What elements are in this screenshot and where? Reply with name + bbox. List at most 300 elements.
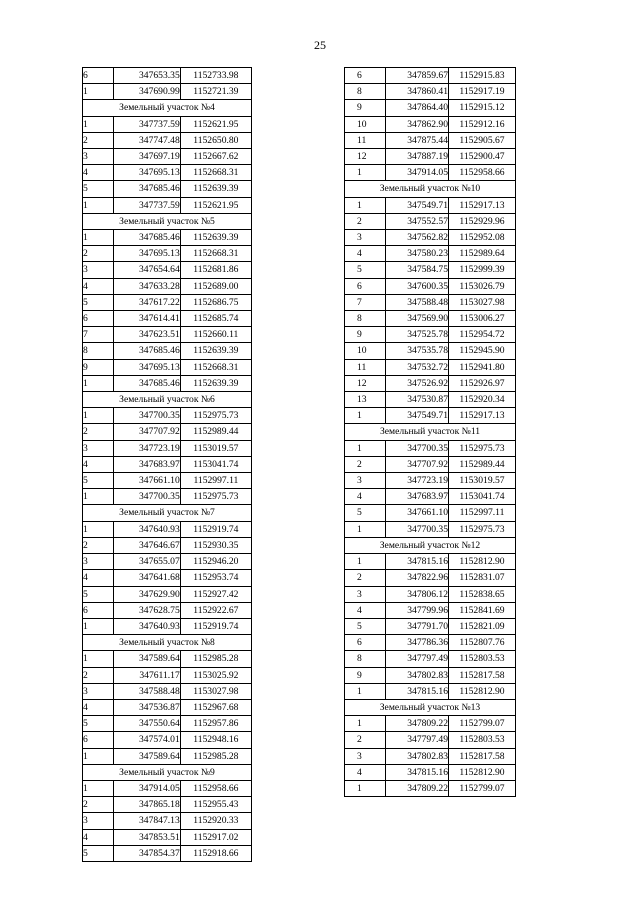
table-row <box>83 165 252 181</box>
x-coordinate: 347661.10 <box>113 473 180 489</box>
point-number: 4 <box>83 165 114 181</box>
table-row <box>345 473 516 489</box>
y-coordinate: 1152733.98 <box>180 68 251 84</box>
y-coordinate: 1152841.69 <box>449 602 516 618</box>
table-row <box>345 651 516 667</box>
table-row <box>83 537 252 553</box>
x-coordinate: 347562.82 <box>386 230 449 246</box>
point-number: 5 <box>83 473 114 489</box>
x-coordinate: 347589.64 <box>113 748 180 764</box>
y-coordinate: 1153019.57 <box>449 473 516 489</box>
y-coordinate: 1152985.28 <box>180 651 251 667</box>
point-number: 9 <box>345 100 386 116</box>
plot-header: Земельный участок №7 <box>83 505 252 521</box>
y-coordinate: 1152975.73 <box>180 489 251 505</box>
y-coordinate: 1152948.16 <box>180 732 251 748</box>
plot-header-row <box>83 764 252 780</box>
table-row <box>83 651 252 667</box>
x-coordinate: 347655.07 <box>113 554 180 570</box>
point-number: 4 <box>83 699 114 715</box>
x-coordinate: 347536.87 <box>113 699 180 715</box>
x-coordinate: 347799.96 <box>386 602 449 618</box>
x-coordinate: 347588.48 <box>113 683 180 699</box>
y-coordinate: 1152817.58 <box>449 748 516 764</box>
x-coordinate: 347815.16 <box>386 683 449 699</box>
y-coordinate: 1152668.31 <box>180 246 251 262</box>
x-coordinate: 347700.35 <box>113 408 180 424</box>
x-coordinate: 347700.35 <box>113 489 180 505</box>
y-coordinate: 1152926.97 <box>449 375 516 391</box>
table-row <box>83 797 252 813</box>
table-row <box>83 489 252 505</box>
y-coordinate: 1152920.33 <box>180 813 251 829</box>
x-coordinate: 347653.35 <box>113 68 180 84</box>
x-coordinate: 347875.44 <box>386 132 449 148</box>
point-number: 2 <box>83 797 114 813</box>
point-number: 4 <box>345 246 386 262</box>
y-coordinate: 1152639.39 <box>180 343 251 359</box>
point-number: 2 <box>83 424 114 440</box>
y-coordinate: 1152920.34 <box>449 392 516 408</box>
y-coordinate: 1152838.65 <box>449 586 516 602</box>
x-coordinate: 347860.41 <box>386 84 449 100</box>
table-row <box>83 197 252 213</box>
x-coordinate: 347685.46 <box>113 375 180 391</box>
y-coordinate: 1152967.68 <box>180 699 251 715</box>
y-coordinate: 1152621.95 <box>180 116 251 132</box>
table-row <box>345 100 516 116</box>
y-coordinate: 1152957.86 <box>180 716 251 732</box>
x-coordinate: 347690.99 <box>113 84 180 100</box>
table-row <box>345 489 516 505</box>
table-row <box>83 246 252 262</box>
x-coordinate: 347535.78 <box>386 343 449 359</box>
point-number: 1 <box>83 230 114 246</box>
y-coordinate: 1152958.66 <box>449 165 516 181</box>
point-number: 6 <box>345 635 386 651</box>
table-row <box>83 327 252 343</box>
x-coordinate: 347723.19 <box>113 440 180 456</box>
x-coordinate: 347737.59 <box>113 116 180 132</box>
point-number: 4 <box>345 602 386 618</box>
table-row <box>83 813 252 829</box>
point-number: 9 <box>345 327 386 343</box>
y-coordinate: 1152919.74 <box>180 618 251 634</box>
plot-header: Земельный участок №8 <box>83 635 252 651</box>
table-row <box>345 392 516 408</box>
x-coordinate: 347697.19 <box>113 149 180 165</box>
x-coordinate: 347864.40 <box>386 100 449 116</box>
point-number: 3 <box>345 586 386 602</box>
table-row <box>345 586 516 602</box>
x-coordinate: 347549.71 <box>386 408 449 424</box>
y-coordinate: 1152945.90 <box>449 343 516 359</box>
point-number: 1 <box>83 84 114 100</box>
y-coordinate: 1152812.90 <box>449 554 516 570</box>
x-coordinate: 347629.90 <box>113 586 180 602</box>
x-coordinate: 347549.71 <box>386 197 449 213</box>
x-coordinate: 347654.64 <box>113 262 180 278</box>
point-number: 12 <box>345 149 386 165</box>
table-row <box>83 456 252 472</box>
table-row <box>83 618 252 634</box>
point-number: 1 <box>83 489 114 505</box>
y-coordinate: 1152930.35 <box>180 537 251 553</box>
point-number: 1 <box>345 554 386 570</box>
point-number: 5 <box>345 262 386 278</box>
table-row <box>345 230 516 246</box>
y-coordinate: 1152668.31 <box>180 165 251 181</box>
y-coordinate: 1152905.67 <box>449 132 516 148</box>
y-coordinate: 1152812.90 <box>449 683 516 699</box>
table-row <box>83 473 252 489</box>
y-coordinate: 1153027.98 <box>180 683 251 699</box>
point-number: 8 <box>345 651 386 667</box>
x-coordinate: 347589.64 <box>113 651 180 667</box>
x-coordinate: 347707.92 <box>386 456 449 472</box>
coordinates-table-right <box>344 67 516 797</box>
coordinates-table-left-body <box>83 68 252 862</box>
table-row <box>83 554 252 570</box>
point-number: 10 <box>345 116 386 132</box>
point-number: 4 <box>345 489 386 505</box>
x-coordinate: 347786.36 <box>386 635 449 651</box>
y-coordinate: 1152918.66 <box>180 845 251 861</box>
point-number: 6 <box>83 68 114 84</box>
x-coordinate: 347802.83 <box>386 748 449 764</box>
y-coordinate: 1152639.39 <box>180 230 251 246</box>
table-row <box>83 132 252 148</box>
x-coordinate: 347623.51 <box>113 327 180 343</box>
y-coordinate: 1152681.86 <box>180 262 251 278</box>
point-number: 6 <box>83 732 114 748</box>
point-number: 3 <box>83 262 114 278</box>
y-coordinate: 1153026.79 <box>449 278 516 294</box>
plot-header-row <box>83 505 252 521</box>
y-coordinate: 1152803.53 <box>449 651 516 667</box>
x-coordinate: 347700.35 <box>386 521 449 537</box>
x-coordinate: 347797.49 <box>386 651 449 667</box>
point-number: 4 <box>345 764 386 780</box>
y-coordinate: 1152821.09 <box>449 618 516 634</box>
y-coordinate: 1152812.90 <box>449 764 516 780</box>
y-coordinate: 1152952.08 <box>449 230 516 246</box>
y-coordinate: 1152799.07 <box>449 780 516 796</box>
coordinates-table-right-body <box>345 68 516 797</box>
y-coordinate: 1152639.39 <box>180 181 251 197</box>
table-row <box>83 262 252 278</box>
x-coordinate: 347815.16 <box>386 554 449 570</box>
y-coordinate: 1152660.11 <box>180 327 251 343</box>
table-row <box>345 68 516 84</box>
point-number: 4 <box>83 278 114 294</box>
x-coordinate: 347685.46 <box>113 181 180 197</box>
table-row <box>83 829 252 845</box>
table-row <box>83 732 252 748</box>
table-row <box>83 116 252 132</box>
y-coordinate: 1152997.11 <box>449 505 516 521</box>
x-coordinate: 347550.64 <box>113 716 180 732</box>
point-number: 7 <box>83 327 114 343</box>
x-coordinate: 347737.59 <box>113 197 180 213</box>
point-number: 2 <box>345 732 386 748</box>
coordinates-table-left <box>82 67 252 862</box>
x-coordinate: 347914.05 <box>113 780 180 796</box>
point-number: 2 <box>345 456 386 472</box>
point-number: 4 <box>83 456 114 472</box>
y-coordinate: 1152953.74 <box>180 570 251 586</box>
point-number: 3 <box>83 440 114 456</box>
point-number: 1 <box>345 165 386 181</box>
y-coordinate: 1152997.11 <box>180 473 251 489</box>
y-coordinate: 1153025.92 <box>180 667 251 683</box>
x-coordinate: 347661.10 <box>386 505 449 521</box>
x-coordinate: 347853.51 <box>113 829 180 845</box>
x-coordinate: 347822.96 <box>386 570 449 586</box>
point-number: 1 <box>83 748 114 764</box>
table-row <box>83 748 252 764</box>
y-coordinate: 1152989.64 <box>449 246 516 262</box>
plot-header: Земельный участок №9 <box>83 764 252 780</box>
point-number: 13 <box>345 392 386 408</box>
x-coordinate: 347683.97 <box>113 456 180 472</box>
table-row <box>83 521 252 537</box>
x-coordinate: 347685.46 <box>113 343 180 359</box>
plot-header-row <box>345 424 516 440</box>
point-number: 7 <box>345 294 386 310</box>
x-coordinate: 347588.48 <box>386 294 449 310</box>
table-row <box>345 618 516 634</box>
x-coordinate: 347847.13 <box>113 813 180 829</box>
point-number: 5 <box>83 845 114 861</box>
table-row <box>345 456 516 472</box>
table-row <box>345 343 516 359</box>
point-number: 1 <box>83 651 114 667</box>
y-coordinate: 1153006.27 <box>449 311 516 327</box>
point-number: 8 <box>345 311 386 327</box>
point-number: 3 <box>83 554 114 570</box>
plot-header-row <box>83 213 252 229</box>
point-number: 1 <box>83 408 114 424</box>
table-row <box>345 602 516 618</box>
y-coordinate: 1152917.19 <box>449 84 516 100</box>
table-row <box>345 165 516 181</box>
plot-header-row <box>83 635 252 651</box>
x-coordinate: 347707.92 <box>113 424 180 440</box>
x-coordinate: 347723.19 <box>386 473 449 489</box>
point-number: 6 <box>345 68 386 84</box>
x-coordinate: 347685.46 <box>113 230 180 246</box>
y-coordinate: 1152915.83 <box>449 68 516 84</box>
point-number: 1 <box>345 521 386 537</box>
point-number: 1 <box>345 683 386 699</box>
point-number: 5 <box>345 505 386 521</box>
table-row <box>345 554 516 570</box>
table-row <box>83 375 252 391</box>
table-row <box>345 683 516 699</box>
y-coordinate: 1152639.39 <box>180 375 251 391</box>
y-coordinate: 1152941.80 <box>449 359 516 375</box>
x-coordinate: 347865.18 <box>113 797 180 813</box>
table-row <box>83 278 252 294</box>
x-coordinate: 347695.13 <box>113 165 180 181</box>
y-coordinate: 1152917.02 <box>180 829 251 845</box>
y-coordinate: 1153041.74 <box>180 456 251 472</box>
y-coordinate: 1152689.00 <box>180 278 251 294</box>
table-row <box>345 505 516 521</box>
point-number: 5 <box>83 716 114 732</box>
point-number: 6 <box>83 602 114 618</box>
point-number: 1 <box>83 116 114 132</box>
point-number: 5 <box>83 586 114 602</box>
point-number: 1 <box>83 618 114 634</box>
y-coordinate: 1152831.07 <box>449 570 516 586</box>
y-coordinate: 1152989.44 <box>180 424 251 440</box>
point-number: 2 <box>345 570 386 586</box>
point-number: 11 <box>345 359 386 375</box>
table-row <box>345 132 516 148</box>
y-coordinate: 1153041.74 <box>449 489 516 505</box>
table-row <box>83 440 252 456</box>
x-coordinate: 347532.72 <box>386 359 449 375</box>
x-coordinate: 347815.16 <box>386 764 449 780</box>
x-coordinate: 347809.22 <box>386 716 449 732</box>
y-coordinate: 1152915.12 <box>449 100 516 116</box>
y-coordinate: 1152807.76 <box>449 635 516 651</box>
table-row <box>345 84 516 100</box>
x-coordinate: 347887.19 <box>386 149 449 165</box>
table-row <box>83 570 252 586</box>
table-row <box>345 278 516 294</box>
y-coordinate: 1152955.43 <box>180 797 251 813</box>
plot-header-row <box>345 181 516 197</box>
y-coordinate: 1152975.73 <box>449 521 516 537</box>
table-row <box>345 408 516 424</box>
plot-header: Земельный участок №11 <box>345 424 516 440</box>
y-coordinate: 1152650.80 <box>180 132 251 148</box>
table-row <box>83 68 252 84</box>
table-row <box>83 84 252 100</box>
point-number: 1 <box>345 408 386 424</box>
y-coordinate: 1152927.42 <box>180 586 251 602</box>
x-coordinate: 347525.78 <box>386 327 449 343</box>
point-number: 8 <box>345 84 386 100</box>
x-coordinate: 347614.41 <box>113 311 180 327</box>
point-number: 1 <box>345 197 386 213</box>
plot-header: Земельный участок №13 <box>345 699 516 715</box>
x-coordinate: 347791.70 <box>386 618 449 634</box>
point-number: 1 <box>83 521 114 537</box>
x-coordinate: 347914.05 <box>386 165 449 181</box>
x-coordinate: 347700.35 <box>386 440 449 456</box>
point-number: 10 <box>345 343 386 359</box>
table-row <box>83 780 252 796</box>
y-coordinate: 1152686.75 <box>180 294 251 310</box>
table-row <box>83 683 252 699</box>
y-coordinate: 1152900.47 <box>449 149 516 165</box>
point-number: 12 <box>345 375 386 391</box>
table-row <box>83 230 252 246</box>
table-row <box>83 699 252 715</box>
table-row <box>345 716 516 732</box>
x-coordinate: 347574.01 <box>113 732 180 748</box>
plot-header-row <box>345 699 516 715</box>
x-coordinate: 347859.67 <box>386 68 449 84</box>
point-number: 2 <box>83 246 114 262</box>
plot-header-row <box>83 392 252 408</box>
table-row <box>345 521 516 537</box>
point-number: 9 <box>345 667 386 683</box>
point-number: 1 <box>83 197 114 213</box>
table-row <box>83 586 252 602</box>
y-coordinate: 1152929.96 <box>449 213 516 229</box>
x-coordinate: 347569.90 <box>386 311 449 327</box>
y-coordinate: 1152917.13 <box>449 197 516 213</box>
x-coordinate: 347633.28 <box>113 278 180 294</box>
point-number: 2 <box>83 537 114 553</box>
point-number: 2 <box>345 213 386 229</box>
plot-header: Земельный участок №12 <box>345 537 516 553</box>
x-coordinate: 347580.23 <box>386 246 449 262</box>
x-coordinate: 347584.75 <box>386 262 449 278</box>
table-row <box>345 246 516 262</box>
table-row <box>83 359 252 375</box>
table-row <box>83 667 252 683</box>
y-coordinate: 1152989.44 <box>449 456 516 472</box>
point-number: 2 <box>83 667 114 683</box>
x-coordinate: 347640.93 <box>113 618 180 634</box>
point-number: 9 <box>83 359 114 375</box>
table-row <box>345 311 516 327</box>
table-row <box>83 181 252 197</box>
x-coordinate: 347797.49 <box>386 732 449 748</box>
point-number: 1 <box>345 440 386 456</box>
x-coordinate: 347809.22 <box>386 780 449 796</box>
y-coordinate: 1153027.98 <box>449 294 516 310</box>
plot-header: Земельный участок №5 <box>83 213 252 229</box>
table-row <box>345 116 516 132</box>
table-row <box>83 845 252 861</box>
x-coordinate: 347552.57 <box>386 213 449 229</box>
table-row <box>345 294 516 310</box>
table-row <box>345 262 516 278</box>
point-number: 1 <box>83 780 114 796</box>
plot-header-row <box>83 100 252 116</box>
point-number: 4 <box>83 829 114 845</box>
point-number: 3 <box>83 149 114 165</box>
x-coordinate: 347854.37 <box>113 845 180 861</box>
y-coordinate: 1152817.58 <box>449 667 516 683</box>
y-coordinate: 1152685.74 <box>180 311 251 327</box>
point-number: 3 <box>83 813 114 829</box>
table-row <box>345 359 516 375</box>
table-row <box>345 780 516 796</box>
table-row <box>345 327 516 343</box>
plot-header: Земельный участок №6 <box>83 392 252 408</box>
y-coordinate: 1152803.53 <box>449 732 516 748</box>
table-row <box>345 667 516 683</box>
table-row <box>83 311 252 327</box>
point-number: 2 <box>83 132 114 148</box>
point-number: 1 <box>83 375 114 391</box>
table-row <box>83 716 252 732</box>
x-coordinate: 347628.75 <box>113 602 180 618</box>
point-number: 4 <box>83 570 114 586</box>
y-coordinate: 1153019.57 <box>180 440 251 456</box>
table-row <box>83 424 252 440</box>
y-coordinate: 1152667.62 <box>180 149 251 165</box>
x-coordinate: 347747.48 <box>113 132 180 148</box>
